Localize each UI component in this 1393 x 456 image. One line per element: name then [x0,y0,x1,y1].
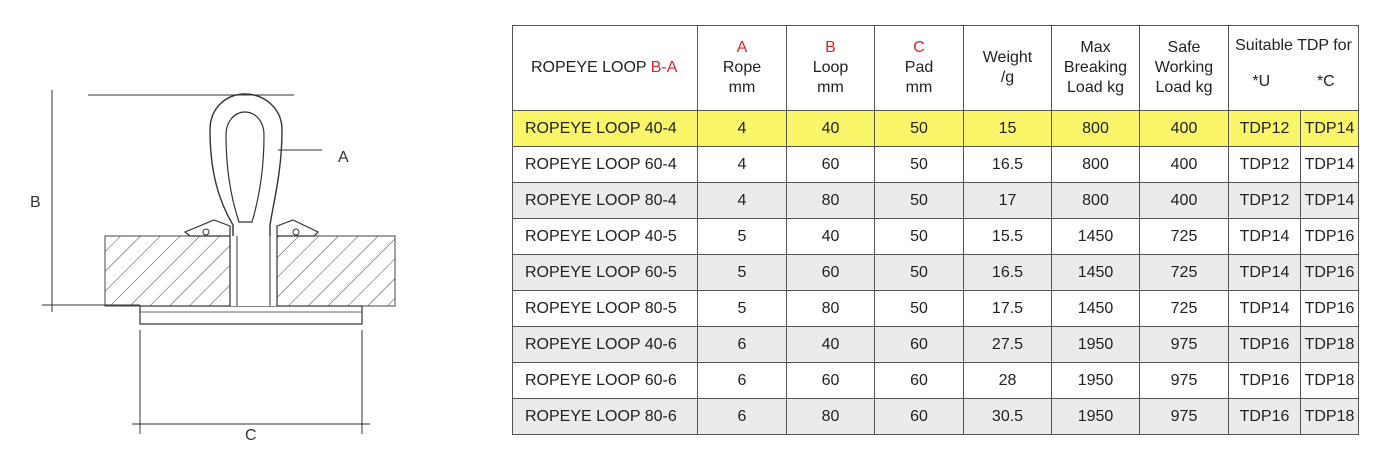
ropeye-loop-diagram [0,0,500,456]
cell-tdp-c: TDP14 [1301,183,1359,219]
cell-rope: 5 [698,219,787,255]
cell-swl: 975 [1140,363,1229,399]
cell-tdp-u: TDP16 [1229,399,1301,435]
cell-weight: 15.5 [964,219,1052,255]
cell-tdp-u: TDP16 [1229,363,1301,399]
table-row [513,219,1359,255]
cell-loop: 80 [787,291,875,327]
cell-rope: 6 [698,327,787,363]
header-tdp-c: *C [1316,73,1335,90]
material-right [277,236,395,306]
cell-loop: 60 [787,363,875,399]
cell-name: ROPEYE LOOP 60-4 [513,147,698,183]
cell-name: ROPEYE LOOP 80-5 [513,291,698,327]
header-row [513,26,1359,111]
cell-rope: 5 [698,291,787,327]
cell-name: ROPEYE LOOP 80-4 [513,183,698,219]
cell-tdp-c: TDP16 [1301,291,1359,327]
header-name: ROPEYE LOOP B-A [513,26,698,111]
cell-tdp-c: TDP18 [1301,363,1359,399]
cell-tdp-c: TDP14 [1301,147,1359,183]
cell-pad: 50 [875,219,964,255]
cell-mbl: 1950 [1052,363,1140,399]
cell-tdp-u: TDP12 [1229,147,1301,183]
table-row [513,111,1359,147]
cell-loop: 80 [787,399,875,435]
cell-pad: 50 [875,111,964,147]
cell-swl: 725 [1140,255,1229,291]
header-suitable-tdp: Suitable TDP for *U *C [1229,26,1359,111]
cell-pad: 50 [875,147,964,183]
cell-weight: 30.5 [964,399,1052,435]
header-max-breaking: Max Breaking Load kg [1052,26,1140,111]
cell-pad: 50 [875,183,964,219]
cell-tdp-c: TDP18 [1301,399,1359,435]
cell-rope: 6 [698,399,787,435]
cell-mbl: 1450 [1052,291,1140,327]
cell-name: ROPEYE LOOP 40-4 [513,111,698,147]
cell-tdp-c: TDP14 [1301,111,1359,147]
cell-pad: 60 [875,363,964,399]
cell-tdp-u: TDP14 [1229,291,1301,327]
cell-swl: 725 [1140,219,1229,255]
cell-tdp-u: TDP14 [1229,255,1301,291]
cell-name: ROPEYE LOOP 40-5 [513,219,698,255]
header-tdp-u: *U [1252,73,1271,90]
cell-swl: 400 [1140,183,1229,219]
cell-mbl: 1450 [1052,255,1140,291]
cell-swl: 975 [1140,327,1229,363]
cell-weight: 27.5 [964,327,1052,363]
cell-pad: 60 [875,327,964,363]
cell-rope: 4 [698,183,787,219]
cell-tdp-c: TDP16 [1301,255,1359,291]
header-pad: C Pad mm [875,26,964,111]
header-rope: A Rope mm [698,26,787,111]
cell-tdp-c: TDP16 [1301,219,1359,255]
cell-mbl: 800 [1052,147,1140,183]
table-row [513,255,1359,291]
cell-pad: 50 [875,291,964,327]
dimension-c-label: C [245,427,257,444]
cell-pad: 60 [875,399,964,435]
cell-name: ROPEYE LOOP 60-6 [513,363,698,399]
cell-loop: 40 [787,219,875,255]
table-row [513,327,1359,363]
header-loop: B Loop mm [787,26,875,111]
cell-weight: 28 [964,363,1052,399]
cell-weight: 17.5 [964,291,1052,327]
dimension-a-label: A [338,149,349,166]
table-row [513,399,1359,435]
diagram-svg [0,0,500,456]
cell-loop: 60 [787,255,875,291]
header-safe-working: Safe Working Load kg [1140,26,1229,111]
cell-loop: 60 [787,147,875,183]
cell-mbl: 1450 [1052,219,1140,255]
pad-plate [140,306,362,324]
cell-mbl: 1950 [1052,327,1140,363]
cell-mbl: 800 [1052,183,1140,219]
cell-tdp-u: TDP12 [1229,111,1301,147]
cell-weight: 16.5 [964,255,1052,291]
cell-name: ROPEYE LOOP 80-6 [513,399,698,435]
cell-rope: 5 [698,255,787,291]
cell-mbl: 1950 [1052,399,1140,435]
table-body [513,111,1359,435]
cell-pad: 50 [875,255,964,291]
cell-name: ROPEYE LOOP 60-5 [513,255,698,291]
header-name-suffix: B-A [650,59,678,76]
cell-tdp-c: TDP18 [1301,327,1359,363]
table-row [513,147,1359,183]
cell-name: ROPEYE LOOP 40-6 [513,327,698,363]
cell-weight: 17 [964,183,1052,219]
cell-swl: 725 [1140,291,1229,327]
cell-swl: 975 [1140,399,1229,435]
table-row [513,291,1359,327]
table-row [513,363,1359,399]
spec-table [512,25,1359,435]
cell-weight: 15 [964,111,1052,147]
cell-rope: 6 [698,363,787,399]
cell-tdp-u: TDP14 [1229,219,1301,255]
cell-loop: 40 [787,111,875,147]
cell-loop: 80 [787,183,875,219]
cell-loop: 40 [787,327,875,363]
cell-tdp-u: TDP16 [1229,327,1301,363]
cell-swl: 400 [1140,147,1229,183]
cell-tdp-u: TDP12 [1229,183,1301,219]
header-weight: Weight /g [964,26,1052,111]
cell-rope: 4 [698,147,787,183]
cell-swl: 400 [1140,111,1229,147]
cell-weight: 16.5 [964,147,1052,183]
dimension-b-label: B [30,194,41,211]
cell-mbl: 800 [1052,111,1140,147]
table-row [513,183,1359,219]
material-left [105,236,230,306]
cell-rope: 4 [698,111,787,147]
